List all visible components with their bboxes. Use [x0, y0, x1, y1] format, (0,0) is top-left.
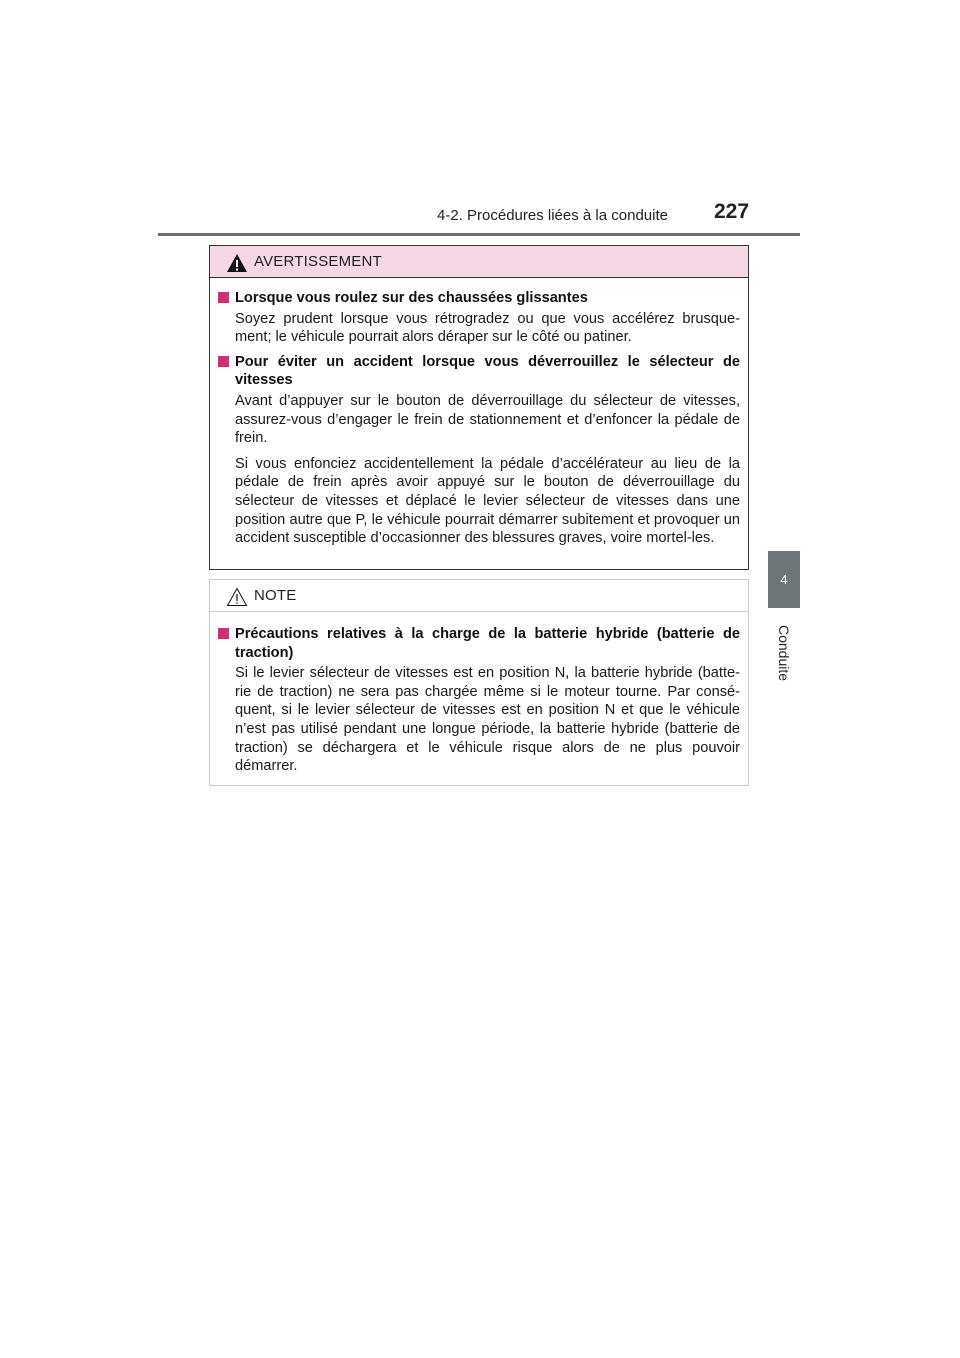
warning-item-heading [218, 353, 740, 390]
warning-item-heading-text: Lorsque vous roulez sur des chaussées glissantes [235, 290, 588, 306]
bullet-square-icon [218, 356, 229, 367]
header-rule [158, 233, 800, 236]
warning-triangle-icon [226, 253, 248, 273]
warning-item-heading-text: Pour éviter un accident lorsque vous déverrouillez le sélecteur de vitesses [235, 353, 740, 389]
chapter-label: Conduite [776, 624, 792, 682]
warning-content [210, 278, 748, 548]
header-section-title: 4-2. Procédures liées à la conduite [437, 207, 668, 224]
note-paragraph: Si le levier sélecteur de vitesses est en position N, la batterie hybride (batte-rie de traction) ne sera pas chargée même si le moteur tourne. Par consé-quent, si le levier sélecteur de vitesses est en position N et que le véhicule n’est pas utilisé pendant une longue période, la batterie hybride (batterie de traction) se déchargera et le véhicule risque alors de ne plus pouvoir démarrer. [235, 665, 740, 775]
note-item-heading [218, 625, 740, 662]
bullet-square-icon [218, 292, 229, 303]
warning-box [209, 245, 749, 570]
note-title: NOTE [254, 587, 297, 604]
warning-title: AVERTISSEMENT [254, 253, 382, 270]
warning-paragraph: Soyez prudent lorsque vous rétrogradez ou que vous accélérez brusque-ment; le véhicule pourrait alors déraper sur le côté ou patiner. [235, 310, 740, 346]
note-header [210, 580, 748, 612]
warning-item-heading [218, 289, 740, 308]
bullet-square-icon [218, 628, 229, 639]
warning-header [210, 246, 748, 278]
caution-triangle-outline-icon [226, 587, 248, 607]
note-item-heading-text: Précautions relatives à la charge de la batterie hybride (batterie de traction) [235, 626, 740, 661]
note-content [210, 612, 748, 776]
page-number: 227 [714, 200, 750, 223]
warning-paragraph: Avant d’appuyer sur le bouton de déverrouillage du sélecteur de vitesses, assurez-vous d’engager le frein de stationnement et d’enfoncer la pédale de frein. [235, 392, 740, 447]
chapter-tab: 4 [768, 551, 800, 608]
warning-paragraph: Si vous enfonciez accidentellement la pédale d’accélérateur au lieu de la pédale de frein après avoir appuyé sur le bouton de déverrouillage du sélecteur de vitesses et déplacé le levier sélecteur de vitesses dans une position autre que P, le véhicule pourrait démarrer subitement et provoquer un accident susceptible d’occasionner des blessures graves, voire mortel-les. [235, 455, 740, 547]
note-box [209, 579, 749, 786]
chapter-label-container [768, 613, 800, 693]
